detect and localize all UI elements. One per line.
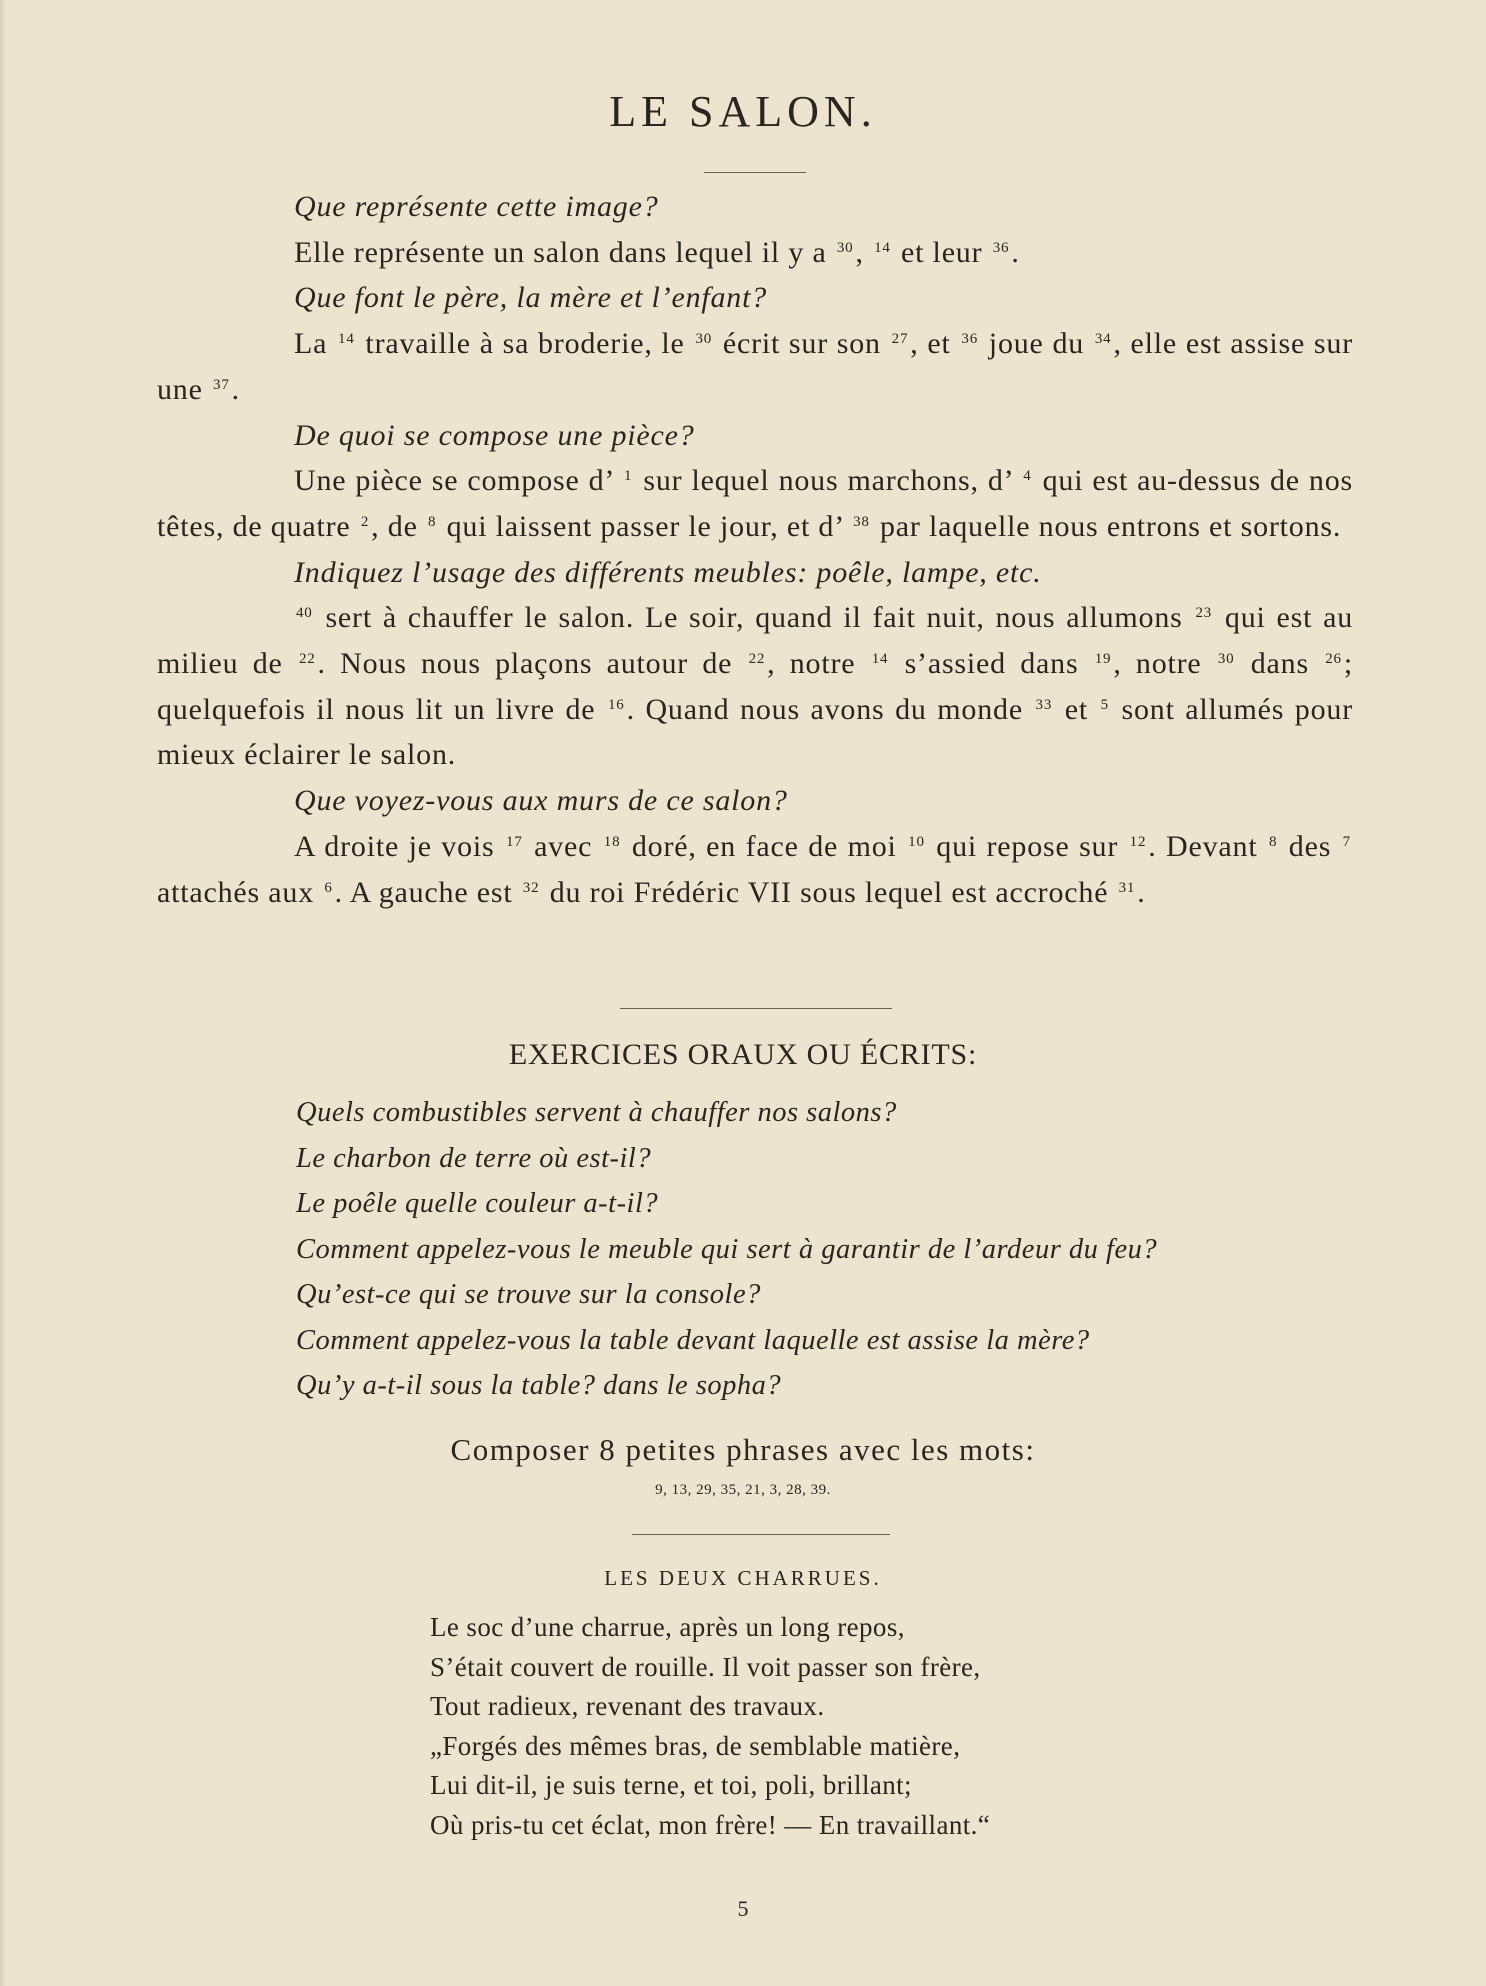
poem: [430, 1608, 1130, 1845]
lesson-text: [157, 184, 1353, 915]
answer-paragraph: La $^{14}$ travaille à sa broderie, le $^{30}$ écrit sur son $^{27}$, et $^{36}$ joue du $^{34}$, elle est assise sur une $^{37}$.: [157, 327, 1353, 406]
compose-instruction: Composer 8 petites phrases avec les mots:: [450, 1432, 1036, 1467]
page-edge: [0, 0, 6, 1986]
exercise-question: Quels combustibles servent à chauffer nos salons?: [296, 1097, 897, 1128]
poem-divider: [632, 1534, 890, 1535]
poem-line: Où pris-tu cet éclat, mon frère! — En travaillant.“: [430, 1809, 991, 1840]
question-line: Que représente cette image?: [294, 190, 659, 223]
exercises-title: EXERCICES ORAUX OU ÉCRITS:: [508, 1038, 978, 1071]
exercise-question: Comment appelez-vous le meuble qui sert à garantir de l’ardeur du feu?: [296, 1233, 1158, 1265]
answer-paragraph: A droite je vois $^{17}$ avec $^{18}$ doré, en face de moi $^{10}$ qui repose sur $^{12}$. Devant $^8$ des $^7$ attachés aux $^6$. A gauche est $^{32}$ du roi Frédéric VII sous lequel est accroché $^{31}$.: [157, 829, 1351, 909]
poem-line: Tout radieux, revenant des travaux.: [430, 1691, 825, 1721]
compose-words: 9, 13, 29, 35, 21, 3, 28, 39.: [655, 1482, 831, 1498]
answer-paragraph: Elle représente un salon dans lequel il y a $^{30}$, $^{14}$ et leur $^{36}$.: [294, 235, 1020, 269]
poem-line: S’était couvert de rouille. Il voit passer son frère,: [430, 1651, 981, 1682]
poem-title: LES DEUX CHARRUES.: [604, 1566, 882, 1590]
exercises-list: [296, 1090, 1396, 1409]
poem-line: Le soc d’une charrue, après un long repos,: [430, 1612, 905, 1642]
poem-line: Lui dit-il, je suis terne, et toi, poli, brillant;: [430, 1770, 912, 1800]
poem-line: „Forgés des mêmes bras, de semblable matière,: [430, 1730, 961, 1761]
exercise-question: Le poêle quelle couleur a-t-il?: [296, 1188, 659, 1219]
question-line: Indiquez l’usage des différents meubles: poêle, lampe, etc.: [294, 555, 1042, 589]
exercise-question: Qu’est-ce qui se trouve sur la console?: [296, 1279, 761, 1310]
answer-paragraph: Une pièce se compose d’ $^1$ sur lequel nous marchons, d’ $^4$ qui est au-dessus de nos têtes, de quatre $^2$, de $^8$ qui laissent passer le jour, et d’ $^{38}$ par laquelle nous entrons et sortons.: [157, 464, 1354, 543]
exercise-question: Comment appelez-vous la table devant laquelle est assise la mère?: [296, 1324, 1090, 1356]
exercise-question: Qu’y a-t-il sous la table? dans le sopha?: [296, 1370, 782, 1401]
title-divider: [704, 172, 806, 173]
answer-paragraph: $^{40}$ sert à chauffer le salon. Le soir, quand il fait nuit, nous allumons $^{23}$ qui est au milieu de $^{22}$. Nous nous plaçons autour de $^{22}$, notre $^{14}$ s’assied dans $^{19}$, notre $^{30}$ dans $^{26}$; quelquefois il nous lit un livre de $^{16}$. Quand nous avons du monde $^{33}$ et $^5$ sont allumés pour mieux éclairer le salon.: [157, 601, 1353, 772]
page-title: LE SALON.: [609, 87, 877, 136]
question-line: Que font le père, la mère et l’enfant?: [294, 281, 768, 315]
page-number: 5: [737, 1896, 749, 1921]
question-line: De quoi se compose une pièce?: [294, 418, 695, 452]
exercise-question: Le charbon de terre où est-il?: [296, 1142, 652, 1174]
lesson-divider: [620, 1008, 892, 1009]
question-line: Que voyez-vous aux murs de ce salon?: [294, 784, 788, 818]
